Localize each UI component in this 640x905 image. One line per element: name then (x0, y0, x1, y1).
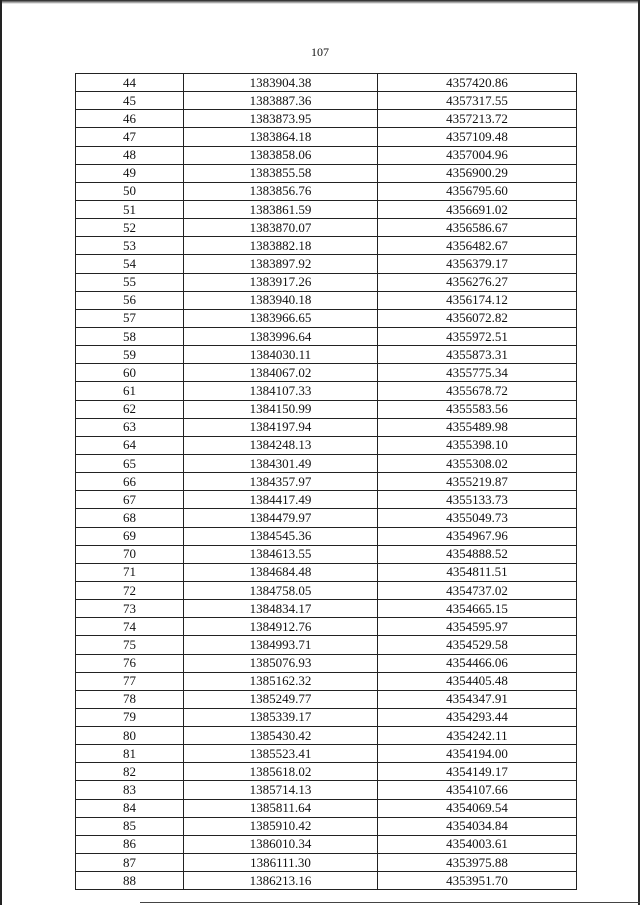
x-coordinate-cell: 1386111.30 (184, 854, 378, 872)
scan-edge-top (0, 0, 640, 4)
point-number-cell: 83 (76, 781, 184, 799)
y-coordinate-cell: 4355133.73 (378, 491, 577, 509)
point-number-cell: 54 (76, 255, 184, 273)
table-row (76, 291, 577, 309)
coordinates-table-body (76, 74, 577, 890)
y-coordinate-cell: 4355873.31 (378, 346, 577, 364)
x-coordinate-cell: 1385714.13 (184, 781, 378, 799)
table-row (76, 781, 577, 799)
y-coordinate-cell: 4355972.51 (378, 327, 577, 345)
point-number-cell: 82 (76, 763, 184, 781)
y-coordinate-cell: 4354003.61 (378, 835, 577, 853)
table-row (76, 273, 577, 291)
x-coordinate-cell: 1386010.34 (184, 835, 378, 853)
x-coordinate-cell: 1383855.58 (184, 164, 378, 182)
y-coordinate-cell: 4355489.98 (378, 418, 577, 436)
y-coordinate-cell: 4356900.29 (378, 164, 577, 182)
page-number: 107 (311, 45, 329, 59)
y-coordinate-cell: 4357004.96 (378, 146, 577, 164)
table-row (76, 436, 577, 454)
table-row (76, 146, 577, 164)
y-coordinate-cell: 4354293.44 (378, 708, 577, 726)
table-row (76, 128, 577, 146)
point-number-cell: 76 (76, 654, 184, 672)
point-number-cell: 61 (76, 382, 184, 400)
point-number-cell: 77 (76, 672, 184, 690)
x-coordinate-cell: 1383904.38 (184, 74, 378, 92)
point-number-cell: 75 (76, 636, 184, 654)
table-row (76, 74, 577, 92)
table-row (76, 835, 577, 853)
x-coordinate-cell: 1385339.17 (184, 708, 378, 726)
table-row (76, 200, 577, 218)
table-row (76, 382, 577, 400)
table-row (76, 92, 577, 110)
point-number-cell: 64 (76, 436, 184, 454)
point-number-cell: 78 (76, 690, 184, 708)
x-coordinate-cell: 1383861.59 (184, 200, 378, 218)
x-coordinate-cell: 1384030.11 (184, 346, 378, 364)
table-row (76, 581, 577, 599)
point-number-cell: 66 (76, 473, 184, 491)
y-coordinate-cell: 4356482.67 (378, 237, 577, 255)
point-number-cell: 55 (76, 273, 184, 291)
y-coordinate-cell: 4357109.48 (378, 128, 577, 146)
point-number-cell: 63 (76, 418, 184, 436)
point-number-cell: 44 (76, 74, 184, 92)
table-row (76, 473, 577, 491)
point-number-cell: 58 (76, 327, 184, 345)
y-coordinate-cell: 4354466.06 (378, 654, 577, 672)
table-row (76, 509, 577, 527)
table-row (76, 309, 577, 327)
table-row (76, 182, 577, 200)
point-number-cell: 70 (76, 545, 184, 563)
point-number-cell: 59 (76, 346, 184, 364)
table-row (76, 255, 577, 273)
y-coordinate-cell: 4354347.91 (378, 690, 577, 708)
x-coordinate-cell: 1384758.05 (184, 581, 378, 599)
point-number-cell: 86 (76, 835, 184, 853)
y-coordinate-cell: 4354888.52 (378, 545, 577, 563)
table-row (76, 600, 577, 618)
y-coordinate-cell: 4357317.55 (378, 92, 577, 110)
point-number-cell: 49 (76, 164, 184, 182)
point-number-cell: 52 (76, 219, 184, 237)
x-coordinate-cell: 1385430.42 (184, 727, 378, 745)
x-coordinate-cell: 1383887.36 (184, 92, 378, 110)
x-coordinate-cell: 1385910.42 (184, 817, 378, 835)
table-row (76, 346, 577, 364)
x-coordinate-cell: 1384197.94 (184, 418, 378, 436)
table-row (76, 708, 577, 726)
point-number-cell: 88 (76, 872, 184, 890)
table-row (76, 400, 577, 418)
point-number-cell: 53 (76, 237, 184, 255)
table-row (76, 854, 577, 872)
x-coordinate-cell: 1384067.02 (184, 364, 378, 382)
table-row (76, 164, 577, 182)
scan-edge-bottom (140, 902, 640, 903)
x-coordinate-cell: 1384301.49 (184, 454, 378, 472)
x-coordinate-cell: 1384248.13 (184, 436, 378, 454)
x-coordinate-cell: 1384479.97 (184, 509, 378, 527)
point-number-cell: 71 (76, 563, 184, 581)
point-number-cell: 51 (76, 200, 184, 218)
table-row (76, 799, 577, 817)
table-row (76, 219, 577, 237)
y-coordinate-cell: 4354034.84 (378, 817, 577, 835)
x-coordinate-cell: 1384357.97 (184, 473, 378, 491)
x-coordinate-cell: 1385811.64 (184, 799, 378, 817)
point-number-cell: 85 (76, 817, 184, 835)
table-row (76, 872, 577, 890)
x-coordinate-cell: 1384545.36 (184, 527, 378, 545)
table-row (76, 454, 577, 472)
y-coordinate-cell: 4355398.10 (378, 436, 577, 454)
table-row (76, 364, 577, 382)
y-coordinate-cell: 4356795.60 (378, 182, 577, 200)
y-coordinate-cell: 4354529.58 (378, 636, 577, 654)
table-row (76, 527, 577, 545)
y-coordinate-cell: 4356691.02 (378, 200, 577, 218)
y-coordinate-cell: 4354665.15 (378, 600, 577, 618)
x-coordinate-cell: 1383897.92 (184, 255, 378, 273)
y-coordinate-cell: 4357420.86 (378, 74, 577, 92)
x-coordinate-cell: 1385162.32 (184, 672, 378, 690)
x-coordinate-cell: 1385249.77 (184, 690, 378, 708)
y-coordinate-cell: 4354069.54 (378, 799, 577, 817)
table-row (76, 690, 577, 708)
x-coordinate-cell: 1383864.18 (184, 128, 378, 146)
table-row (76, 618, 577, 636)
y-coordinate-cell: 4354149.17 (378, 763, 577, 781)
point-number-cell: 72 (76, 581, 184, 599)
y-coordinate-cell: 4354242.11 (378, 727, 577, 745)
x-coordinate-cell: 1384613.55 (184, 545, 378, 563)
point-number-cell: 65 (76, 454, 184, 472)
y-coordinate-cell: 4353951.70 (378, 872, 577, 890)
x-coordinate-cell: 1383858.06 (184, 146, 378, 164)
x-coordinate-cell: 1386213.16 (184, 872, 378, 890)
x-coordinate-cell: 1385618.02 (184, 763, 378, 781)
point-number-cell: 60 (76, 364, 184, 382)
point-number-cell: 56 (76, 291, 184, 309)
point-number-cell: 73 (76, 600, 184, 618)
point-number-cell: 67 (76, 491, 184, 509)
coordinates-table (75, 73, 577, 890)
x-coordinate-cell: 1383940.18 (184, 291, 378, 309)
y-coordinate-cell: 4356276.27 (378, 273, 577, 291)
x-coordinate-cell: 1383870.07 (184, 219, 378, 237)
y-coordinate-cell: 4355049.73 (378, 509, 577, 527)
x-coordinate-cell: 1384684.48 (184, 563, 378, 581)
table-row (76, 563, 577, 581)
point-number-cell: 68 (76, 509, 184, 527)
table-row (76, 237, 577, 255)
table-row (76, 654, 577, 672)
x-coordinate-cell: 1383966.65 (184, 309, 378, 327)
y-coordinate-cell: 4356379.17 (378, 255, 577, 273)
y-coordinate-cell: 4354737.02 (378, 581, 577, 599)
x-coordinate-cell: 1383873.95 (184, 110, 378, 128)
y-coordinate-cell: 4356586.67 (378, 219, 577, 237)
y-coordinate-cell: 4356072.82 (378, 309, 577, 327)
table-row (76, 727, 577, 745)
x-coordinate-cell: 1384417.49 (184, 491, 378, 509)
point-number-cell: 81 (76, 745, 184, 763)
table-row (76, 745, 577, 763)
y-coordinate-cell: 4354405.48 (378, 672, 577, 690)
y-coordinate-cell: 4354107.66 (378, 781, 577, 799)
y-coordinate-cell: 4354811.51 (378, 563, 577, 581)
table-row (76, 327, 577, 345)
y-coordinate-cell: 4355583.56 (378, 400, 577, 418)
y-coordinate-cell: 4356174.12 (378, 291, 577, 309)
x-coordinate-cell: 1384993.71 (184, 636, 378, 654)
point-number-cell: 45 (76, 92, 184, 110)
table-row (76, 763, 577, 781)
x-coordinate-cell: 1384107.33 (184, 382, 378, 400)
x-coordinate-cell: 1384150.99 (184, 400, 378, 418)
table-row (76, 636, 577, 654)
point-number-cell: 74 (76, 618, 184, 636)
point-number-cell: 50 (76, 182, 184, 200)
point-number-cell: 84 (76, 799, 184, 817)
y-coordinate-cell: 4355775.34 (378, 364, 577, 382)
point-number-cell: 47 (76, 128, 184, 146)
point-number-cell: 48 (76, 146, 184, 164)
point-number-cell: 79 (76, 708, 184, 726)
y-coordinate-cell: 4355308.02 (378, 454, 577, 472)
y-coordinate-cell: 4355219.87 (378, 473, 577, 491)
point-number-cell: 80 (76, 727, 184, 745)
x-coordinate-cell: 1383996.64 (184, 327, 378, 345)
x-coordinate-cell: 1385523.41 (184, 745, 378, 763)
x-coordinate-cell: 1383856.76 (184, 182, 378, 200)
table-row (76, 418, 577, 436)
scan-edge-left (0, 0, 2, 905)
x-coordinate-cell: 1384834.17 (184, 600, 378, 618)
y-coordinate-cell: 4355678.72 (378, 382, 577, 400)
point-number-cell: 87 (76, 854, 184, 872)
y-coordinate-cell: 4354595.97 (378, 618, 577, 636)
point-number-cell: 46 (76, 110, 184, 128)
table-row (76, 817, 577, 835)
table-row (76, 491, 577, 509)
table-row (76, 545, 577, 563)
x-coordinate-cell: 1384912.76 (184, 618, 378, 636)
x-coordinate-cell: 1383882.18 (184, 237, 378, 255)
y-coordinate-cell: 4354967.96 (378, 527, 577, 545)
point-number-cell: 62 (76, 400, 184, 418)
x-coordinate-cell: 1383917.26 (184, 273, 378, 291)
point-number-cell: 69 (76, 527, 184, 545)
point-number-cell: 57 (76, 309, 184, 327)
y-coordinate-cell: 4354194.00 (378, 745, 577, 763)
table-row (76, 110, 577, 128)
y-coordinate-cell: 4353975.88 (378, 854, 577, 872)
table-row (76, 672, 577, 690)
x-coordinate-cell: 1385076.93 (184, 654, 378, 672)
y-coordinate-cell: 4357213.72 (378, 110, 577, 128)
